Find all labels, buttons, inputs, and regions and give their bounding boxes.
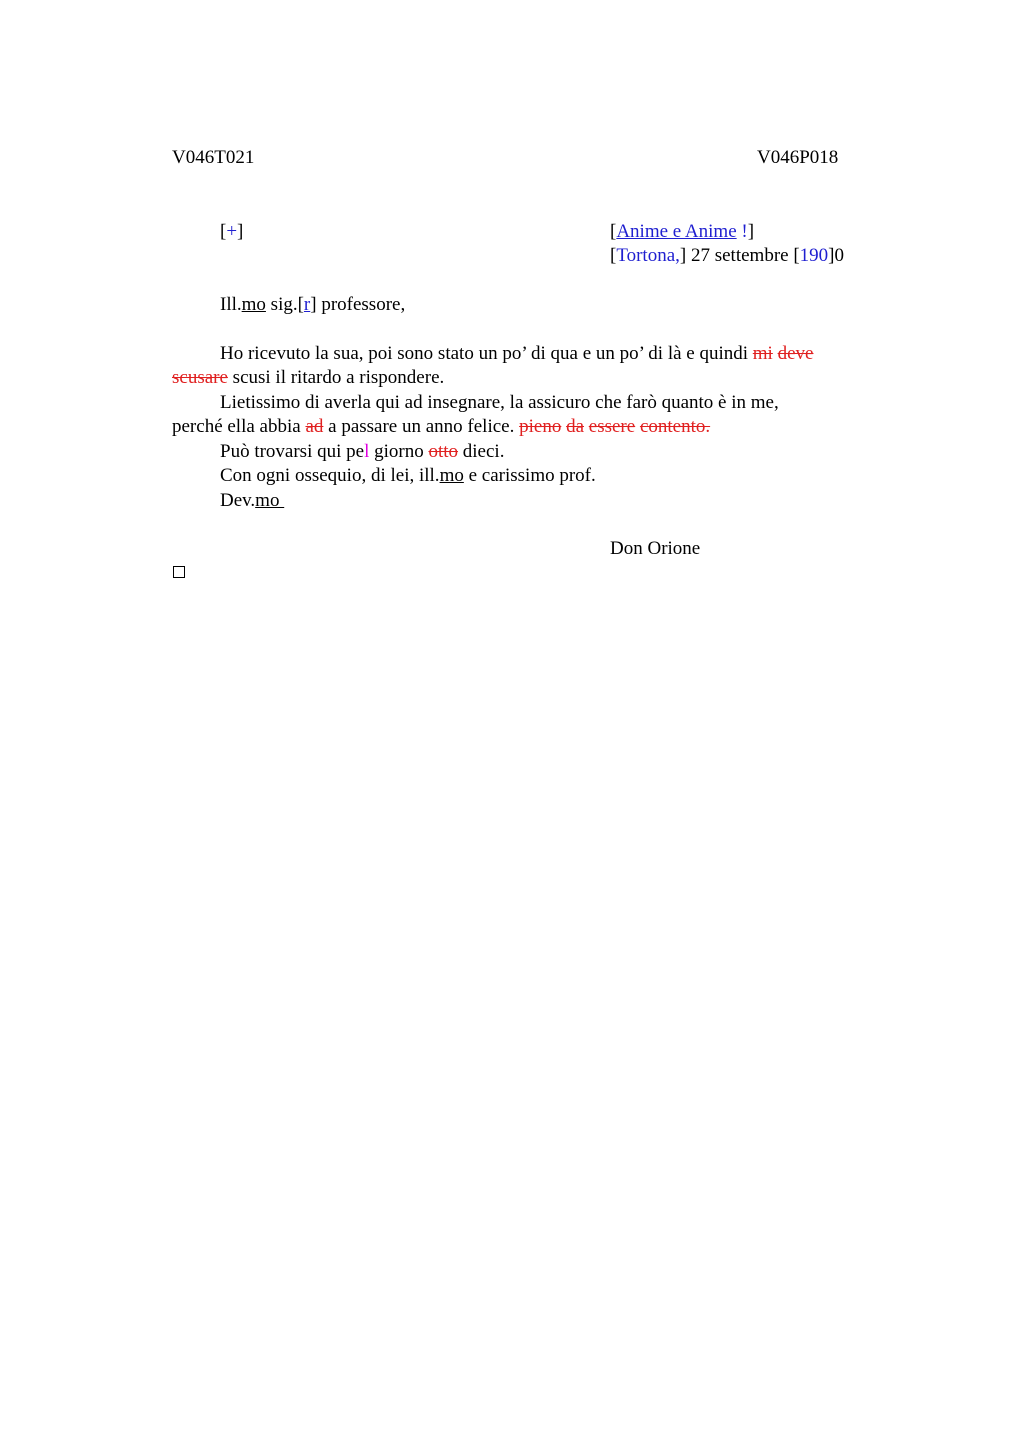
salutation-text: sig.[	[265, 294, 304, 315]
deleted-word: da	[566, 416, 585, 437]
body-text: scusi il ritardo a rispondere.	[227, 367, 445, 388]
deleted-word: pieno	[519, 416, 562, 437]
plus-marker[interactable]: +	[226, 221, 238, 242]
bracket: ]	[747, 221, 755, 242]
left-code: V046T021	[172, 147, 255, 168]
body-line-1	[220, 342, 813, 366]
plus-annotation	[220, 220, 243, 244]
date-text: ] 27 settembre [	[679, 245, 800, 266]
salutation-text: Ill.	[220, 294, 242, 315]
body-text: dieci.	[458, 441, 505, 462]
signature: Don Orione	[610, 538, 701, 559]
deleted-word: mi	[752, 343, 773, 364]
salutation-superscript: mo	[241, 294, 266, 315]
body-line-7	[220, 489, 284, 513]
title-exclamation: !	[736, 221, 748, 242]
body-line-3: Lietissimo di averla qui ad insegnare, la assicuro che farò quanto è in me,	[220, 392, 779, 413]
salutation	[220, 293, 405, 317]
title-link[interactable]: Anime e Anime	[616, 221, 737, 242]
bracket: [	[220, 221, 227, 242]
body-line-6	[220, 464, 596, 488]
body-text: Ho ricevuto la sua, poi sono stato un po’ di qua e un po’ di là e quindi	[220, 343, 753, 364]
deleted-word: ad	[305, 416, 324, 437]
bracket: [	[610, 221, 617, 242]
body-line-2	[172, 366, 444, 390]
year-end: ]0	[828, 245, 844, 266]
superscript-abbrev: mo	[439, 465, 464, 486]
salutation-link[interactable]: r	[303, 294, 311, 315]
body-text: Dev.	[220, 490, 256, 511]
superscript-abbrev: mo	[255, 490, 285, 511]
right-code: V046P018	[757, 147, 839, 168]
year-part: 190	[799, 245, 829, 266]
deleted-word: essere	[588, 416, 636, 437]
bracket: [	[610, 245, 617, 266]
body-text: a passare un anno felice.	[323, 416, 520, 437]
body-text: e carissimo prof.	[463, 465, 596, 486]
bracket: ]	[237, 221, 244, 242]
deleted-word: otto	[428, 441, 459, 462]
body-line-5	[220, 440, 504, 464]
deleted-word: contento.	[639, 416, 711, 437]
inserted-letter: l	[364, 441, 370, 462]
end-marker-box	[173, 566, 185, 578]
salutation-text: ] professore,	[310, 294, 406, 315]
body-text: giorno	[369, 441, 429, 462]
body-text: perché ella abbia	[172, 416, 306, 437]
title-annotation	[610, 220, 754, 244]
body-text: Con ogni ossequio, di lei, ill.	[220, 465, 440, 486]
deleted-word: deve	[777, 343, 814, 364]
deleted-word: scusare	[172, 367, 228, 388]
place-name: Tortona,	[616, 245, 680, 266]
place-date-line	[610, 244, 844, 268]
body-line-4	[172, 415, 710, 439]
body-text: Può trovarsi qui pe	[220, 441, 365, 462]
